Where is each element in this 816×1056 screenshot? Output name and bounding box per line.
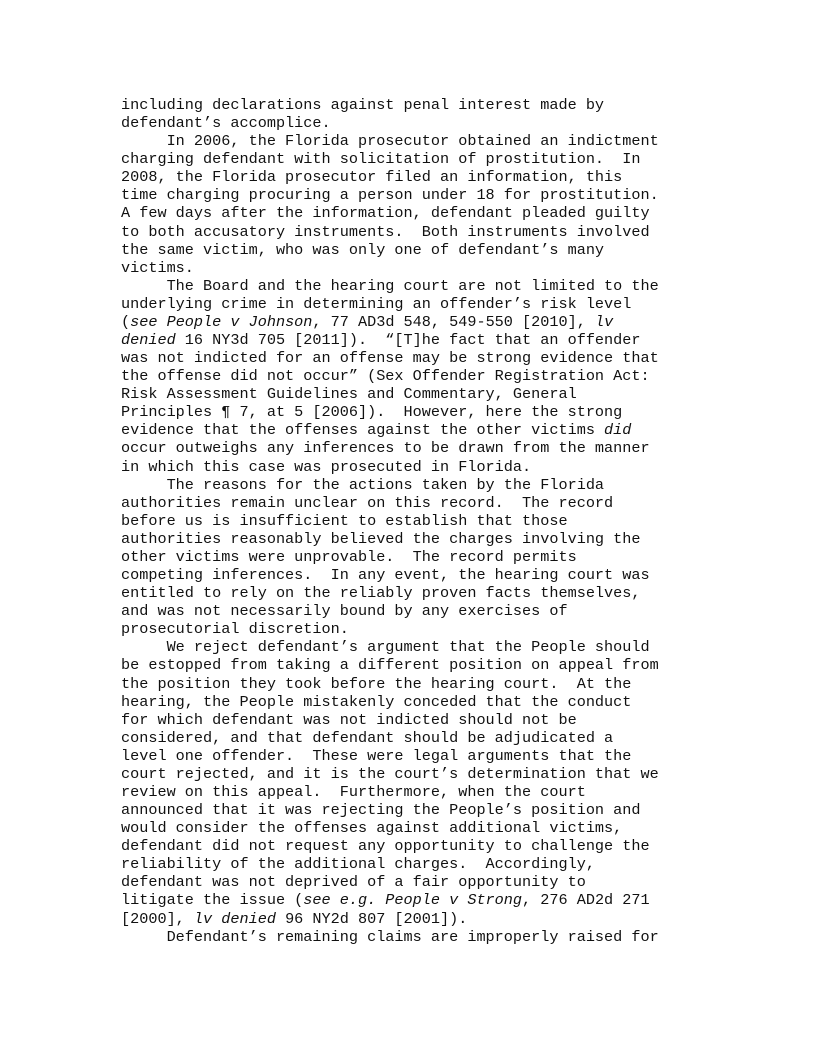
text-line bbox=[121, 566, 701, 584]
text-run: ( bbox=[121, 312, 131, 331]
text-run: [2000], bbox=[121, 909, 194, 928]
text-line bbox=[121, 819, 701, 837]
text-line bbox=[121, 620, 701, 638]
italic-citation-run: lv bbox=[594, 312, 614, 331]
text-run: underlying crime in determining an offender’s risk level bbox=[121, 294, 632, 313]
text-run: The reasons for the actions taken by the Florida bbox=[121, 475, 605, 494]
text-run: , 77 AD3d 548, 549-550 [2010], bbox=[312, 312, 595, 331]
text-run: considered, and that defendant should be adjudicated a bbox=[121, 728, 614, 747]
text-run: the same victim, who was only one of defendant’s many bbox=[121, 240, 605, 259]
text-run: prosecutorial discretion. bbox=[121, 620, 349, 639]
text-line bbox=[121, 313, 701, 331]
text-line bbox=[121, 349, 701, 367]
text-line bbox=[121, 331, 701, 349]
text-run: in which this case was prosecuted in Florida. bbox=[121, 457, 532, 476]
text-line bbox=[121, 458, 701, 476]
text-run: authorities remain unclear on this record. The record bbox=[121, 493, 614, 512]
text-run: announced that it was rejecting the People’s position and bbox=[121, 801, 641, 820]
text-run: Principles ¶ 7, at 5 [2006]). However, here the strong bbox=[121, 403, 623, 422]
text-line bbox=[121, 150, 701, 168]
para-5-remaining-claims bbox=[121, 928, 701, 946]
text-run: including declarations against penal interest made by bbox=[121, 96, 605, 114]
text-run: defendant did not request any opportunity to challenge the bbox=[121, 837, 650, 856]
text-line bbox=[121, 204, 701, 222]
text-line bbox=[121, 729, 701, 747]
text-line bbox=[121, 783, 701, 801]
text-line bbox=[121, 259, 701, 277]
text-line bbox=[121, 638, 701, 656]
text-run: other victims were unprovable. The record permits bbox=[121, 547, 577, 566]
para-0-continuation bbox=[121, 96, 701, 132]
text-run: evidence that the offenses against the other victims bbox=[121, 421, 605, 440]
italic-citation-run: see e.g. People v Strong bbox=[303, 891, 523, 910]
para-4-estoppel-argument bbox=[121, 638, 701, 927]
text-line bbox=[121, 421, 701, 439]
text-line bbox=[121, 530, 701, 548]
text-line bbox=[121, 855, 701, 873]
text-line bbox=[121, 494, 701, 512]
text-line bbox=[121, 873, 701, 891]
text-run: review on this appeal. Furthermore, when the court bbox=[121, 782, 586, 801]
text-run: 96 NY2d 807 [2001]). bbox=[275, 909, 468, 928]
text-line bbox=[121, 223, 701, 241]
italic-citation-run: lv denied bbox=[193, 909, 276, 928]
text-line bbox=[121, 512, 701, 530]
text-run: hearing, the People mistakenly conceded that the conduct bbox=[121, 692, 632, 711]
text-run: before us is insufficient to establish that those bbox=[121, 511, 568, 530]
text-line bbox=[121, 765, 701, 783]
text-line bbox=[121, 241, 701, 259]
text-run: and was not necessarily bound by any exercises of bbox=[121, 602, 568, 621]
text-line bbox=[121, 584, 701, 602]
text-run: victims. bbox=[121, 258, 194, 277]
text-run: the position they took before the hearing court. At the bbox=[121, 674, 632, 693]
text-line bbox=[121, 186, 701, 204]
italic-citation-run: did bbox=[604, 421, 632, 440]
text-line bbox=[121, 476, 701, 494]
text-run: court rejected, and it is the court’s determination that we bbox=[121, 764, 659, 783]
text-run: litigate the issue ( bbox=[121, 891, 304, 910]
text-run: level one offender. These were legal arguments that the bbox=[121, 746, 632, 765]
text-run: was not indicted for an offense may be strong evidence that bbox=[121, 349, 659, 368]
text-run: The Board and the hearing court are not limited to the bbox=[121, 276, 659, 295]
text-line bbox=[121, 367, 701, 385]
text-line bbox=[121, 602, 701, 620]
text-line bbox=[121, 96, 701, 114]
text-line bbox=[121, 675, 701, 693]
text-line bbox=[121, 693, 701, 711]
para-1-florida-prosecution bbox=[121, 132, 701, 277]
italic-citation-run: see People v Johnson bbox=[130, 312, 313, 331]
text-run: charging defendant with solicitation of prostitution. In bbox=[121, 150, 641, 169]
text-run: , 276 AD2d 271 bbox=[522, 891, 650, 910]
text-line bbox=[121, 801, 701, 819]
text-run: We reject defendant’s argument that the People should bbox=[121, 638, 650, 657]
text-line bbox=[121, 656, 701, 674]
text-line bbox=[121, 747, 701, 765]
text-line bbox=[121, 403, 701, 421]
text-run: occur outweighs any inferences to be drawn from the manner bbox=[121, 439, 650, 458]
text-run: Risk Assessment Guidelines and Commentary, General bbox=[121, 385, 577, 404]
text-run: In 2006, the Florida prosecutor obtained an indictment bbox=[121, 132, 659, 151]
opinion-text bbox=[121, 96, 701, 946]
para-3-reasons-unclear bbox=[121, 476, 701, 639]
text-run: defendant was not deprived of a fair opportunity to bbox=[121, 873, 586, 892]
text-line bbox=[121, 295, 701, 313]
text-run: competing inferences. In any event, the hearing court was bbox=[121, 566, 650, 585]
italic-citation-run: denied bbox=[121, 331, 176, 350]
text-line bbox=[121, 711, 701, 729]
text-run: authorities reasonably believed the charges involving the bbox=[121, 529, 641, 548]
text-run: A few days after the information, defendant pleaded guilty bbox=[121, 204, 650, 223]
text-line bbox=[121, 837, 701, 855]
text-line bbox=[121, 548, 701, 566]
text-run: defendant’s accomplice. bbox=[121, 114, 331, 133]
text-run: 16 NY3d 705 [2011]). “[T]he fact that an offender bbox=[175, 331, 641, 350]
text-line bbox=[121, 132, 701, 150]
text-run: reliability of the additional charges. Accordingly, bbox=[121, 855, 595, 874]
text-line bbox=[121, 168, 701, 186]
text-line bbox=[121, 277, 701, 295]
text-line bbox=[121, 910, 701, 928]
text-run: would consider the offenses against additional victims, bbox=[121, 819, 623, 838]
text-line bbox=[121, 928, 701, 946]
text-run: to both accusatory instruments. Both instruments involved bbox=[121, 222, 650, 241]
text-line bbox=[121, 891, 701, 909]
text-run: 2008, the Florida prosecutor filed an information, this bbox=[121, 168, 623, 187]
text-run: for which defendant was not indicted should not be bbox=[121, 710, 577, 729]
text-run: Defendant’s remaining claims are improperly raised for bbox=[121, 927, 659, 946]
text-run: entitled to rely on the reliably proven facts themselves, bbox=[121, 584, 641, 603]
text-run: be estopped from taking a different position on appeal from bbox=[121, 656, 659, 675]
para-2-board-hearing-court bbox=[121, 277, 701, 476]
text-run: time charging procuring a person under 18 for prostitution. bbox=[121, 186, 659, 205]
text-line bbox=[121, 114, 701, 132]
text-line bbox=[121, 385, 701, 403]
text-run: the offense did not occur” (Sex Offender Registration Act: bbox=[121, 367, 650, 386]
text-line bbox=[121, 439, 701, 457]
